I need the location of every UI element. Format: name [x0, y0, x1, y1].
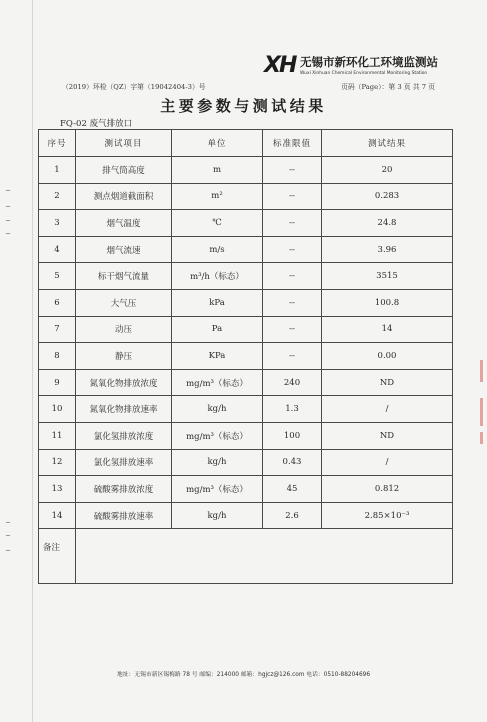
cell-item: 硫酸雾排放浓度: [76, 476, 172, 503]
cell-item: 氯化氢排放浓度: [76, 422, 172, 449]
cell-unit: kg/h: [172, 396, 263, 423]
cell-unit: kg/h: [172, 449, 263, 476]
page-indicator: 页码（Page）：第 3 页 共 7 页: [341, 83, 435, 91]
binding-mark: [6, 550, 10, 551]
header-item: 测试项目: [76, 130, 172, 157]
cell-no: 4: [39, 236, 76, 263]
cell-result: 14: [322, 316, 453, 343]
cell-result: /: [322, 449, 453, 476]
cell-no: 12: [39, 449, 76, 476]
cell-item: 氯化氢排放速率: [76, 449, 172, 476]
seal-edge-mark: [480, 398, 483, 426]
header-no: 序号: [39, 130, 76, 157]
table-row: [39, 236, 453, 263]
table-row: [39, 502, 453, 529]
cell-result: 20: [322, 157, 453, 184]
binding-mark: [6, 233, 10, 234]
table-row: [39, 183, 453, 210]
cell-no: 8: [39, 343, 76, 370]
cell-no: 14: [39, 502, 76, 529]
cell-unit: kPa: [172, 289, 263, 316]
cell-item: 测点烟道截面积: [76, 183, 172, 210]
cell-result: 2.85×10⁻³: [322, 502, 453, 529]
table-row: [39, 369, 453, 396]
table-row: [39, 422, 453, 449]
cell-unit: m³/h（标态）: [172, 263, 263, 290]
cell-item: 氮氧化物排放浓度: [76, 369, 172, 396]
cell-limit: 2.6: [263, 502, 322, 529]
cell-result: /: [322, 396, 453, 423]
header-unit: 单位: [172, 130, 263, 157]
cell-limit: --: [263, 289, 322, 316]
cell-no: 9: [39, 369, 76, 396]
binding-mark: [6, 535, 10, 536]
cell-unit: mg/m³（标态）: [172, 422, 263, 449]
table-row: [39, 157, 453, 184]
cell-limit: 0.43: [263, 449, 322, 476]
cell-limit: 240: [263, 369, 322, 396]
outlet-label: FQ-02 废气排放口: [60, 119, 133, 129]
cell-result: 0.812: [322, 476, 453, 503]
cell-unit: m: [172, 157, 263, 184]
cell-result: 0.00: [322, 343, 453, 370]
cell-no: 7: [39, 316, 76, 343]
header-limit: 标准限值: [263, 130, 322, 157]
cell-unit: mg/m³（标态）: [172, 369, 263, 396]
seal-edge-mark: [480, 360, 483, 382]
table-row: [39, 476, 453, 503]
cell-unit: kg/h: [172, 502, 263, 529]
cell-limit: --: [263, 263, 322, 290]
cell-item: 标干烟气流量: [76, 263, 172, 290]
cell-no: 13: [39, 476, 76, 503]
cell-item: 硫酸雾排放速率: [76, 502, 172, 529]
cell-no: 2: [39, 183, 76, 210]
cell-limit: 45: [263, 476, 322, 503]
remarks-label: 备注: [39, 529, 76, 584]
cell-no: 1: [39, 157, 76, 184]
cell-result: ND: [322, 422, 453, 449]
remarks-row: [39, 529, 453, 584]
cell-no: 11: [39, 422, 76, 449]
cell-limit: 100: [263, 422, 322, 449]
cell-unit: m²: [172, 183, 263, 210]
org-name-cn: 无锡市新环化工环境监测站: [300, 55, 438, 69]
logo-mark: XH: [264, 53, 296, 78]
cell-limit: --: [263, 236, 322, 263]
table-row: [39, 343, 453, 370]
cell-limit: 1.3: [263, 396, 322, 423]
cell-unit: ℃: [172, 210, 263, 237]
cell-unit: KPa: [172, 343, 263, 370]
header-result: 测试结果: [322, 130, 453, 157]
binding-mark: [6, 190, 10, 191]
cell-item: 排气筒高度: [76, 157, 172, 184]
cell-item: 动压: [76, 316, 172, 343]
cell-no: 6: [39, 289, 76, 316]
cell-limit: --: [263, 183, 322, 210]
table-row: [39, 316, 453, 343]
cell-result: 100.8: [322, 289, 453, 316]
seal-edge-mark: [480, 432, 483, 444]
cell-limit: --: [263, 316, 322, 343]
cell-result: 3515: [322, 263, 453, 290]
table-row: [39, 263, 453, 290]
cell-item: 烟气流速: [76, 236, 172, 263]
binding-mark: [6, 522, 10, 523]
page-title: 主要参数与测试结果: [160, 97, 327, 115]
binding-mark: [6, 220, 10, 221]
table-header-row: [39, 130, 453, 157]
cell-item: 氮氧化物排放速率: [76, 396, 172, 423]
cell-no: 5: [39, 263, 76, 290]
cell-unit: mg/m³（标态）: [172, 476, 263, 503]
cell-limit: --: [263, 210, 322, 237]
cell-unit: Pa: [172, 316, 263, 343]
document-number: （2019）环检（QZ）字第（19042404-3）号: [62, 83, 206, 91]
binding-mark: [6, 206, 10, 207]
cell-limit: --: [263, 343, 322, 370]
table-row: [39, 449, 453, 476]
cell-no: 3: [39, 210, 76, 237]
footer-contact: 地址：无锡市新区锡梅路 78 号 邮编：214000 邮箱：hgjcz@126.com 电话：0510-88204696: [116, 672, 371, 678]
remarks-value: [76, 529, 453, 584]
cell-result: ND: [322, 369, 453, 396]
cell-result: 3.96: [322, 236, 453, 263]
cell-item: 大气压: [76, 289, 172, 316]
cell-result: 24.8: [322, 210, 453, 237]
cell-unit: m/s: [172, 236, 263, 263]
table-row: [39, 210, 453, 237]
cell-item: 静压: [76, 343, 172, 370]
results-table: [38, 129, 453, 584]
cell-limit: --: [263, 157, 322, 184]
table-row: [39, 289, 453, 316]
cell-result: 0.283: [322, 183, 453, 210]
cell-no: 10: [39, 396, 76, 423]
table-row: [39, 396, 453, 423]
cell-item: 烟气温度: [76, 210, 172, 237]
org-name-en: Wuxi Xinhuan Chemical Environmental Monitoring Station: [300, 71, 428, 76]
